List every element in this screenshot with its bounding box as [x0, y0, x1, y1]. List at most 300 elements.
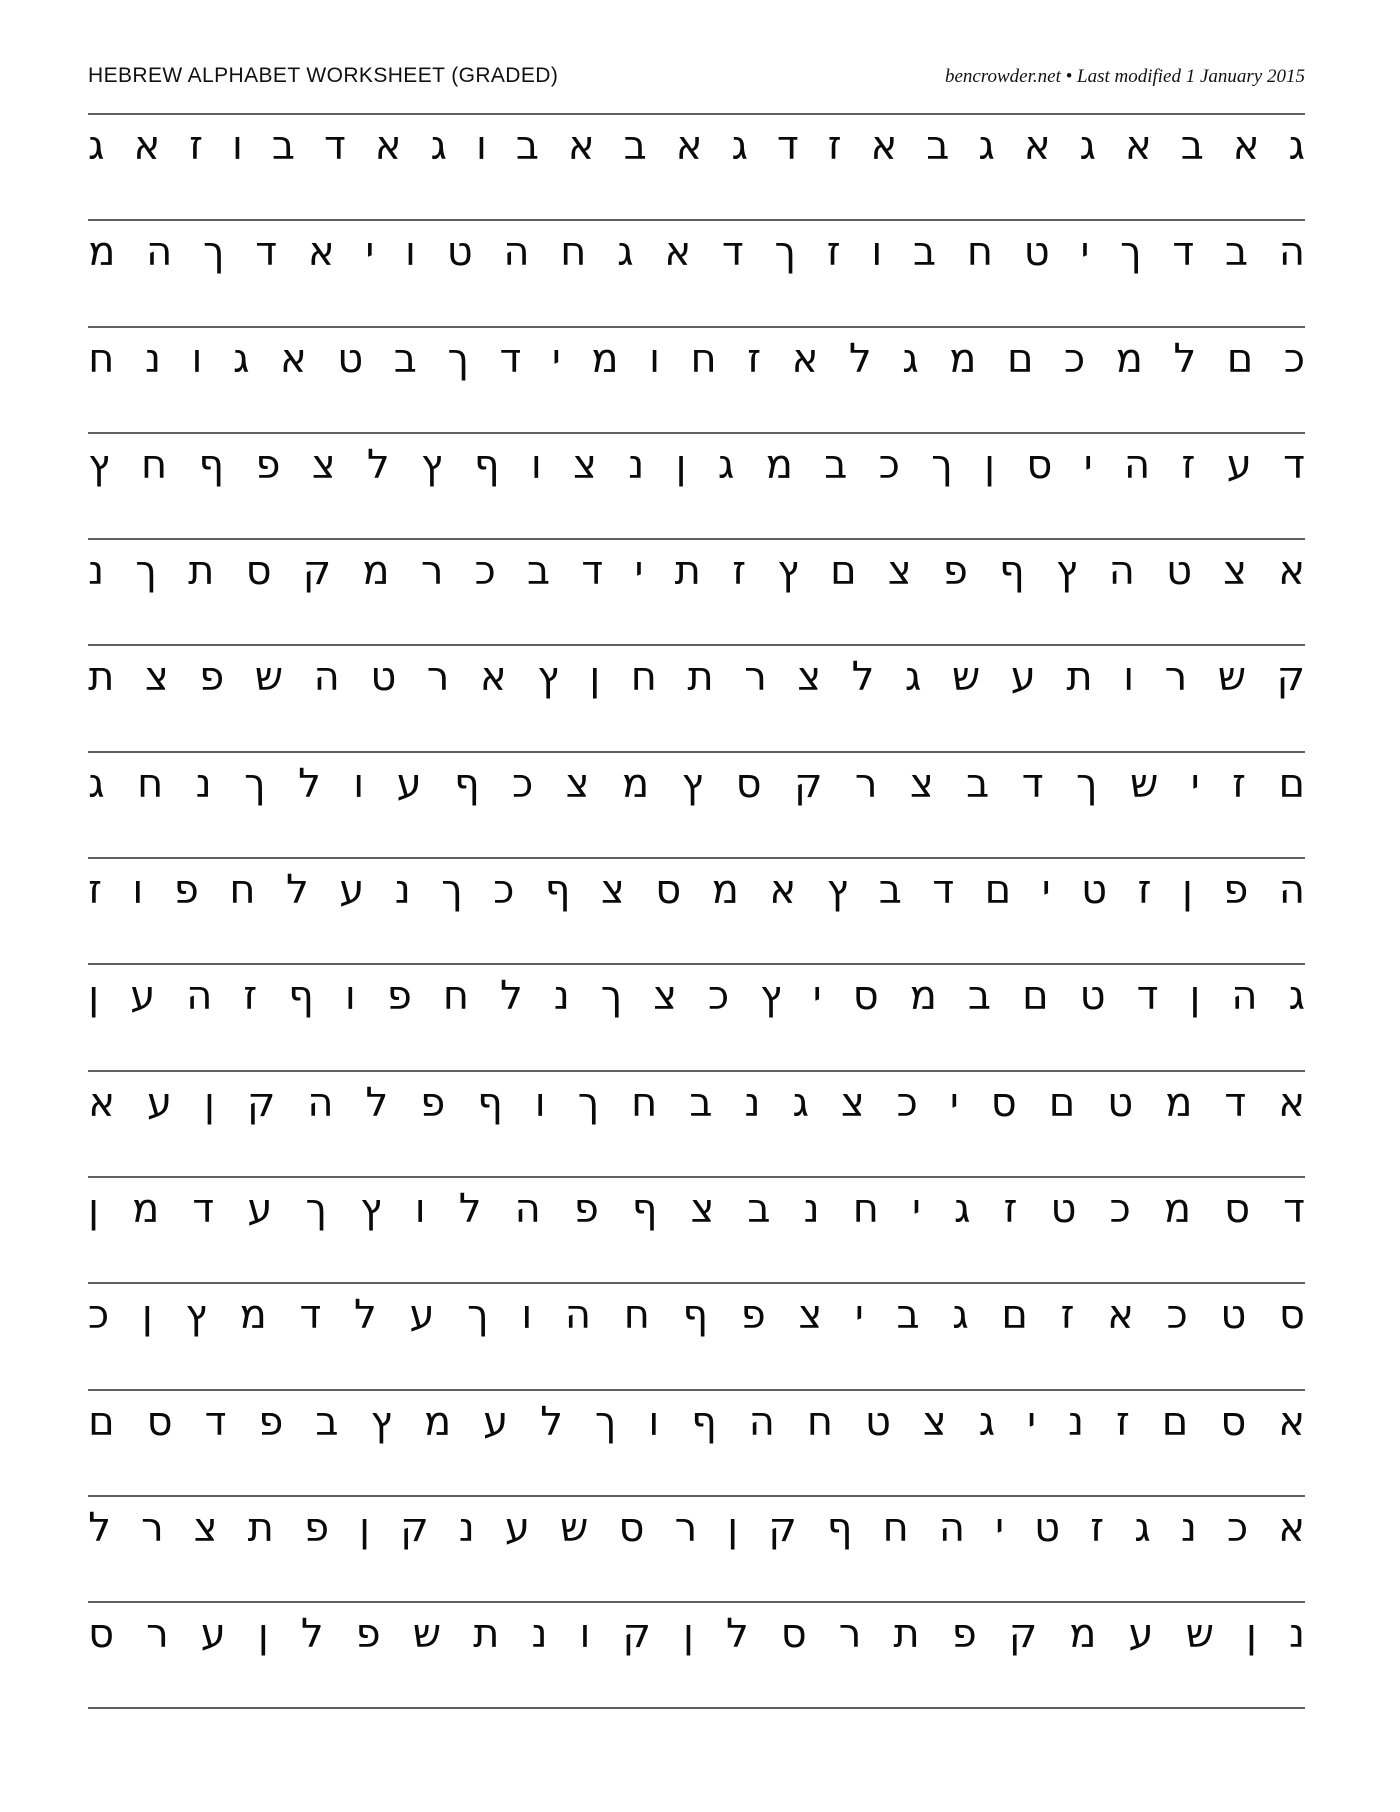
hebrew-letter: ז	[1090, 1504, 1105, 1551]
hebrew-letter: צ	[922, 1398, 947, 1445]
hebrew-letter: י	[911, 1185, 921, 1232]
hebrew-letter: ל	[458, 1185, 482, 1232]
hebrew-letter: ץ	[537, 654, 559, 701]
hebrew-letter: צ	[311, 441, 336, 488]
hebrew-letter: ס	[852, 973, 879, 1020]
letter-row-letters	[88, 1400, 1305, 1444]
hebrew-letter: ק	[622, 1611, 651, 1658]
hebrew-letter: ב	[747, 1185, 771, 1232]
hebrew-letter: ץ	[1055, 548, 1078, 595]
hebrew-letter: מ	[711, 867, 739, 914]
hebrew-letter: י	[551, 335, 561, 382]
hebrew-letter: ג	[430, 123, 447, 169]
hebrew-letter: ם	[984, 867, 1012, 914]
hebrew-letter: ב	[393, 335, 417, 382]
hebrew-letter: ט	[1034, 1504, 1061, 1551]
hebrew-letter: מ	[424, 1398, 452, 1445]
hebrew-letter: מ	[621, 760, 650, 807]
hebrew-letter: מ	[949, 335, 977, 382]
hebrew-letter: ץ	[760, 973, 782, 1020]
hebrew-letter: ת	[1066, 654, 1093, 701]
hebrew-letter: מ	[909, 973, 937, 1020]
hebrew-letter: ח	[442, 973, 469, 1020]
hebrew-letter: ג	[1079, 123, 1097, 169]
hebrew-letter: מ	[239, 1292, 267, 1339]
hebrew-letter: פ	[255, 441, 281, 488]
hebrew-letter: ד	[299, 1292, 322, 1339]
hebrew-letter: ע	[1128, 1611, 1154, 1658]
hebrew-letter: ץ	[185, 1292, 207, 1339]
hebrew-letter: ץ	[826, 867, 849, 914]
hebrew-letter: כ	[708, 973, 730, 1020]
hebrew-letter: ס	[146, 1398, 173, 1445]
hebrew-letter: א	[1278, 548, 1305, 595]
hebrew-letter: ס	[735, 760, 762, 807]
hebrew-letter: ץ	[777, 548, 799, 595]
hebrew-letter: ל	[354, 1292, 377, 1339]
hebrew-letter: ת	[247, 1504, 274, 1551]
hebrew-letter: ך	[441, 867, 463, 914]
hebrew-letter: ם	[1022, 973, 1049, 1020]
hebrew-letter: פ	[199, 654, 225, 701]
hebrew-letter: ו	[521, 1292, 533, 1339]
letter-row	[88, 963, 1305, 1069]
hebrew-letter: ב	[623, 123, 647, 169]
hebrew-letter: ע	[396, 760, 422, 807]
hebrew-letter: נ	[88, 548, 105, 595]
hebrew-letter: א	[791, 335, 819, 382]
hebrew-letter: נ	[458, 1504, 475, 1551]
hebrew-letter: ע	[1226, 441, 1252, 488]
hebrew-letter: א	[870, 123, 898, 169]
hebrew-letter: פ	[386, 973, 412, 1020]
hebrew-letter: ס	[990, 1079, 1017, 1126]
hebrew-letter: ז	[1137, 867, 1152, 914]
hebrew-letter: ת	[687, 654, 714, 701]
hebrew-letter: ק	[246, 1079, 276, 1126]
hebrew-letter: ף	[473, 441, 500, 488]
hebrew-letter: ל	[365, 1079, 389, 1126]
hebrew-letter: ה	[564, 1292, 592, 1339]
hebrew-letter: א	[307, 229, 335, 276]
hebrew-letter: ץ	[88, 441, 110, 488]
hebrew-letter: ם	[88, 1398, 115, 1445]
hebrew-letter: צ	[840, 1079, 865, 1126]
letter-row	[88, 326, 1305, 432]
hebrew-letter: ז	[1060, 1292, 1075, 1339]
hebrew-letter: ך	[577, 1079, 600, 1126]
hebrew-letter: ט	[1166, 548, 1193, 595]
hebrew-letter: ר	[1164, 654, 1188, 701]
hebrew-letter: ם	[1001, 1292, 1028, 1339]
hebrew-letter: ץ	[360, 1185, 382, 1232]
hebrew-letter: א	[1232, 123, 1260, 169]
hebrew-letter: ט	[1081, 867, 1108, 914]
hebrew-letter: ף	[682, 1292, 709, 1339]
hebrew-letter: ל	[725, 1611, 749, 1658]
letter-row	[88, 538, 1305, 644]
hebrew-letter: ג	[978, 123, 995, 169]
hebrew-letter: צ	[600, 867, 625, 914]
hebrew-letter: ט	[1079, 973, 1106, 1020]
hebrew-letter: ם	[1226, 335, 1254, 382]
hebrew-letter: ו	[344, 973, 356, 1020]
hebrew-letter: ז	[1003, 1185, 1018, 1232]
hebrew-letter: ע	[1010, 654, 1036, 701]
hebrew-letter: מ	[765, 441, 793, 488]
hebrew-letter: פ	[355, 1611, 381, 1658]
hebrew-letter: ל	[851, 654, 875, 701]
hebrew-letter: ה	[186, 973, 213, 1020]
hebrew-letter: ע	[200, 1611, 226, 1658]
hebrew-letter: ז	[88, 867, 102, 914]
hebrew-letter: ת	[88, 654, 115, 701]
hebrew-letter: ב	[515, 123, 539, 169]
hebrew-letter: א	[664, 229, 692, 276]
hebrew-letter: ז	[189, 123, 204, 169]
hebrew-letter: ן	[984, 441, 996, 488]
hebrew-letter: ז	[243, 973, 258, 1020]
hebrew-letter: ף	[288, 973, 314, 1020]
hebrew-letter: ד	[1136, 973, 1159, 1020]
hebrew-letter: ר	[744, 654, 767, 701]
hebrew-letter: ל	[298, 760, 321, 807]
hebrew-letter: ז	[747, 335, 762, 382]
hebrew-letter: ך	[203, 229, 225, 276]
hebrew-letter: ל	[540, 1398, 563, 1445]
hebrew-letter: ל	[499, 973, 523, 1020]
hebrew-letter: מ	[1163, 1185, 1191, 1232]
hebrew-letter: ז	[827, 123, 842, 169]
hebrew-letter: מ	[362, 548, 390, 595]
hebrew-letter: כ	[474, 548, 496, 595]
hebrew-letter: ע	[130, 973, 156, 1020]
hebrew-letter: ך	[774, 229, 796, 276]
hebrew-letter: צ	[653, 973, 677, 1020]
hebrew-letter: ז	[732, 548, 747, 595]
hebrew-letter: י	[1083, 441, 1093, 488]
hebrew-letter: נ	[144, 335, 161, 382]
hebrew-letter: ח	[852, 1185, 879, 1232]
hebrew-letter: צ	[887, 548, 912, 595]
hebrew-letter: ם	[830, 548, 857, 595]
hebrew-letter: י	[365, 229, 375, 276]
hebrew-letter: ו	[132, 867, 144, 914]
hebrew-letter: ג	[792, 1079, 809, 1126]
hebrew-letter: ח	[560, 229, 587, 276]
hebrew-letter: מ	[132, 1185, 160, 1232]
letter-row-letters	[88, 337, 1305, 381]
hebrew-letter: פ	[258, 1398, 284, 1445]
hebrew-letter: י	[812, 973, 822, 1020]
hebrew-letter: ה	[748, 1398, 775, 1445]
hebrew-letter: נ	[531, 1611, 548, 1658]
hebrew-letter: ן	[204, 1079, 215, 1126]
hebrew-letter: ח	[141, 441, 168, 488]
hebrew-letter: ו	[405, 229, 416, 276]
hebrew-letter: ג	[902, 335, 919, 382]
hebrew-letter: ף	[454, 760, 480, 807]
hebrew-letter: נ	[1288, 1611, 1305, 1658]
hebrew-letter: ו	[1123, 654, 1135, 701]
hebrew-letter: ר	[420, 548, 444, 595]
hebrew-letter: ו	[871, 229, 883, 276]
hebrew-letter: ב	[315, 1398, 339, 1445]
hebrew-letter: ו	[353, 760, 365, 807]
hebrew-letter: צ	[1223, 548, 1248, 595]
hebrew-letter: פ	[1223, 867, 1249, 914]
hebrew-letter: י	[1190, 760, 1200, 807]
hebrew-letter: ף	[999, 548, 1025, 595]
hebrew-letter: ב	[896, 1292, 920, 1339]
hebrew-letter: ק	[302, 548, 332, 595]
hebrew-letter: ך	[1120, 229, 1142, 276]
hebrew-letter: ה	[1124, 441, 1151, 488]
hebrew-letter: ג	[954, 1185, 971, 1232]
hebrew-letter: ס	[245, 548, 272, 595]
hebrew-letter: ב	[271, 123, 295, 169]
hebrew-letter: ך	[447, 335, 469, 382]
hebrew-letter: א	[133, 123, 161, 169]
hebrew-letter: ף	[631, 1185, 658, 1232]
hebrew-letter: ת	[893, 1611, 920, 1658]
hebrew-letter: ן	[359, 1504, 371, 1551]
letter-row	[88, 857, 1305, 963]
hebrew-letter: ך	[305, 1185, 327, 1232]
hebrew-letter: ך	[467, 1292, 489, 1339]
hebrew-letter: ה	[514, 1185, 541, 1232]
hebrew-letter: ש	[1217, 654, 1247, 701]
hebrew-letter: צ	[798, 1292, 823, 1339]
hebrew-letter: ג	[978, 1398, 996, 1445]
hebrew-letter: ר	[854, 760, 878, 807]
hebrew-letter: ך	[244, 760, 266, 807]
hebrew-letter: ז	[826, 229, 841, 276]
hebrew-letter: א	[1023, 123, 1051, 169]
hebrew-letter: א	[675, 123, 703, 169]
hebrew-letter: א	[567, 123, 595, 169]
letter-row	[88, 1176, 1305, 1282]
hebrew-letter: ה	[146, 229, 173, 276]
hebrew-letter: ב	[926, 123, 950, 169]
hebrew-letter: ו	[534, 1079, 546, 1126]
hebrew-letter: כ	[1109, 1185, 1131, 1232]
hebrew-letter: ח	[630, 654, 657, 701]
hebrew-letter: ן	[682, 1611, 694, 1658]
hebrew-letter: ס	[88, 1611, 115, 1658]
hebrew-letter: ץ	[681, 760, 704, 807]
hebrew-letter: פ	[942, 548, 968, 595]
hebrew-letter: פ	[173, 867, 199, 914]
hebrew-letter: ע	[339, 867, 365, 914]
hebrew-letter: ב	[966, 760, 990, 807]
hebrew-letter: ד	[776, 123, 799, 169]
hebrew-letter: ג	[904, 654, 922, 701]
letter-row-letters	[88, 1293, 1305, 1337]
hebrew-letter: ן	[257, 1611, 269, 1658]
hebrew-letter: ע	[409, 1292, 435, 1339]
hebrew-letter: ע	[146, 1079, 173, 1126]
hebrew-letter: ח	[806, 1398, 834, 1445]
letter-row	[88, 1601, 1305, 1707]
hebrew-letter: א	[769, 867, 797, 914]
hebrew-letter: ש	[1129, 760, 1159, 807]
hebrew-letter: כ	[878, 441, 900, 488]
hebrew-letter: ץ	[370, 1398, 393, 1445]
letter-row-letters	[88, 1612, 1305, 1656]
hebrew-letter: ח	[966, 229, 994, 276]
letter-row-letters	[88, 1187, 1305, 1231]
hebrew-letter: ס	[1224, 1185, 1251, 1232]
hebrew-letter: ד	[1021, 760, 1044, 807]
hebrew-letter: כ	[1226, 1504, 1249, 1551]
hebrew-letter: ט	[337, 335, 364, 382]
hebrew-letter: ח	[631, 1079, 658, 1126]
hebrew-letter: ר	[146, 1611, 169, 1658]
hebrew-letter: ע	[247, 1185, 273, 1232]
hebrew-letter: נ	[1180, 1504, 1197, 1551]
letter-row-letters	[88, 549, 1305, 593]
hebrew-letter: ט	[446, 229, 473, 276]
hebrew-letter: ק	[768, 1504, 797, 1551]
hebrew-letter: צ	[193, 1504, 218, 1551]
hebrew-letter: פ	[740, 1292, 766, 1339]
hebrew-letter: נ	[394, 867, 411, 914]
hebrew-letter: ך	[594, 1398, 617, 1445]
hebrew-letter: ך	[600, 973, 623, 1020]
hebrew-letter: ג	[952, 1292, 969, 1339]
hebrew-letter: ו	[530, 441, 542, 488]
hebrew-letter: ט	[1023, 229, 1050, 276]
hebrew-letter: י	[854, 1292, 864, 1339]
hebrew-letter: ל	[88, 1504, 111, 1551]
hebrew-letter: ל	[366, 441, 390, 488]
hebrew-letter: ש	[1185, 1611, 1214, 1658]
hebrew-letter: ם	[1278, 760, 1305, 807]
hebrew-letter: ר	[426, 654, 450, 701]
hebrew-letter: מ	[1165, 1079, 1193, 1126]
hebrew-letter: ם	[1161, 1398, 1189, 1445]
hebrew-letter: ך	[931, 441, 953, 488]
hebrew-letter: כ	[1166, 1292, 1188, 1339]
hebrew-letter: ס	[618, 1504, 645, 1551]
hebrew-letter: ו	[191, 335, 203, 382]
hebrew-letter: ן	[675, 441, 687, 488]
hebrew-letter: ב	[1180, 123, 1204, 169]
hebrew-letter: ד	[204, 1398, 227, 1445]
hebrew-letter: ן	[1189, 973, 1201, 1020]
hebrew-letter: כ	[512, 760, 534, 807]
hebrew-letter: ה	[1278, 867, 1305, 914]
hebrew-letter: ט	[1107, 1079, 1134, 1126]
letter-row-letters	[88, 230, 1305, 274]
letter-row	[88, 1282, 1305, 1388]
letter-row	[88, 113, 1305, 219]
hebrew-letter: ב	[878, 867, 902, 914]
hebrew-letter: ז	[1181, 441, 1196, 488]
hebrew-letter: ב	[689, 1079, 713, 1126]
letter-row	[88, 1070, 1305, 1176]
hebrew-letter: צ	[909, 760, 934, 807]
hebrew-letter: מ	[88, 229, 116, 276]
hebrew-letter: נ	[553, 973, 570, 1020]
hebrew-letter: ו	[649, 335, 660, 382]
hebrew-letter: א	[1107, 1292, 1134, 1339]
letter-rows-container	[88, 113, 1305, 1709]
hebrew-letter: ק	[400, 1504, 429, 1551]
hebrew-letter: א	[374, 123, 402, 169]
hebrew-letter: ח	[690, 335, 717, 382]
hebrew-letter: ך	[1076, 760, 1098, 807]
hebrew-letter: כ	[493, 867, 515, 914]
hebrew-letter: ק	[1008, 1611, 1038, 1658]
letter-row-letters	[88, 1506, 1305, 1550]
hebrew-letter: ו	[579, 1611, 591, 1658]
hebrew-letter: י	[949, 1079, 959, 1126]
hebrew-letter: ש	[254, 654, 284, 701]
hebrew-letter: ש	[560, 1504, 589, 1551]
hebrew-letter: ת	[674, 548, 701, 595]
hebrew-letter: ד	[1283, 441, 1305, 488]
hebrew-letter: ד	[721, 229, 744, 276]
hebrew-letter: א	[1278, 1398, 1305, 1445]
hebrew-letter: ג	[1288, 973, 1305, 1020]
letter-row-letters	[88, 868, 1305, 912]
hebrew-letter: צ	[145, 654, 169, 701]
hebrew-letter: ן	[589, 654, 601, 701]
letter-row-letters	[88, 1081, 1305, 1125]
letter-row	[88, 1389, 1305, 1495]
hebrew-letter: פ	[420, 1079, 446, 1126]
hebrew-letter: א	[279, 335, 307, 382]
hebrew-letter: ף	[691, 1398, 717, 1445]
letter-row-letters	[88, 124, 1305, 168]
letter-row	[88, 644, 1305, 750]
hebrew-letter: ס	[1279, 1292, 1305, 1339]
letter-row-letters	[88, 443, 1305, 487]
hebrew-letter: ל	[300, 1611, 324, 1658]
hebrew-letter: ג	[717, 441, 735, 488]
hebrew-letter: ז	[1232, 760, 1246, 807]
hebrew-letter: ל	[285, 867, 309, 914]
hebrew-letter: י	[1027, 1398, 1037, 1445]
hebrew-letter: ר	[141, 1504, 164, 1551]
hebrew-letter: נ	[803, 1185, 820, 1232]
hebrew-letter: ד	[192, 1185, 215, 1232]
hebrew-letter: ע	[483, 1398, 509, 1445]
hebrew-letter: ה	[1108, 548, 1135, 595]
hebrew-letter: ז	[1115, 1398, 1130, 1445]
hebrew-letter: פ	[951, 1611, 977, 1658]
hebrew-letter: ו	[648, 1398, 660, 1445]
hebrew-letter: ח	[623, 1292, 650, 1339]
hebrew-letter: ר	[674, 1504, 698, 1551]
hebrew-letter: ד	[499, 335, 522, 382]
hebrew-letter: ת	[188, 548, 215, 595]
hebrew-letter: ן	[727, 1504, 739, 1551]
letter-row-letters	[88, 655, 1305, 699]
hebrew-letter: ח	[882, 1504, 909, 1551]
hebrew-letter: ס	[1220, 1398, 1247, 1445]
hebrew-letter: ד	[255, 229, 278, 276]
letter-row-letters	[88, 974, 1305, 1018]
hebrew-letter: צ	[565, 760, 590, 807]
hebrew-letter: ט	[865, 1398, 891, 1445]
hebrew-letter: ג	[617, 229, 634, 276]
hebrew-letter: ל	[848, 335, 872, 382]
hebrew-letter: ג	[1134, 1504, 1151, 1551]
hebrew-letter: ן	[1246, 1611, 1257, 1658]
